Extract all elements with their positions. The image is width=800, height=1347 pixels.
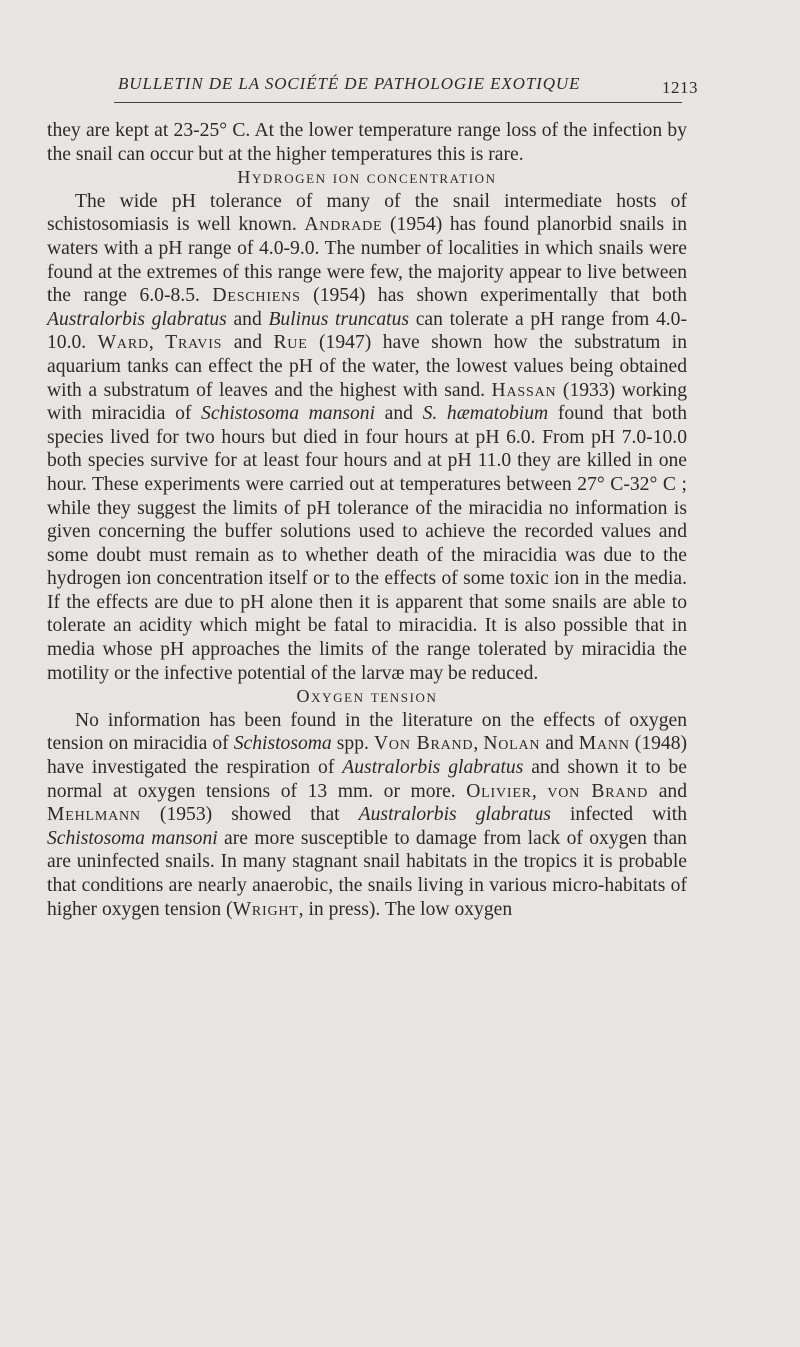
author-citation: Ward [97, 332, 149, 354]
species-name: Schistosoma [233, 733, 332, 755]
author-citation: Hassan [491, 379, 557, 401]
author-citation: Travis [165, 332, 223, 354]
author-citation: Mann [578, 733, 630, 755]
continuation-paragraph: they are kept at 23-25° C. At the lower temperature range loss of the infection by the snail can occur but at the higher temperatures this is rare. [47, 120, 687, 165]
section-heading-oxygen: Oxygen tension [296, 686, 438, 707]
species-name: Australorbis glabratus [358, 804, 551, 826]
species-name: S. hæmatobium [422, 403, 549, 425]
species-name: Schistosoma mansoni [201, 403, 376, 425]
journal-title: BULLETIN DE LA SOCIÉTÉ DE PATHOLOGIE EXOTIQUE [118, 74, 581, 93]
author-citation: Deschiens [212, 285, 301, 307]
running-head [114, 74, 714, 104]
author-citation: Wright [232, 898, 299, 920]
hydrogen-paragraph: The wide pH tolerance of many of the snail intermediate hosts of schistosomiasis is well known. Andrade (1954) has found planorbid snails in waters with a pH range of 4.0-9.0. The number of localities in which snails were found at the extremes of this range were few, the majority appear to live between the range 6.0-8.5. Deschiens (1954) has shown experimentally that both Australorbis glabratus and Bulinus truncatus can tolerate a pH range from 4.0-10.0. Ward, Travis and Rue (1947) have shown how the substratum in aquarium tanks can effect the pH of the water, the lowest values being obtained with a substratum of leaves and the highest with sand. Hassan (1933) working with miracidia of Schistosoma mansoni and S. hæmatobium found that both species lived for two hours but died in four hours at pH 6.0. From pH 7.0-10.0 both species survive for at least four hours and at pH 11.0 they are killed in one hour. These experiments were carried out at temperatures between 27° C-32° C ; while they suggest the limits of pH tolerance of the miracidia no information is given concerning the buffer solutions used to achieve the recorded values and some doubt must remain as to whether death of the miracidia was due to the hydrogen ion concentration itself or to the effects of some toxic ion in the media. If the effects are due to pH alone then it is apparent that some snails are able to tolerate an acidity which might be fatal to miracidia. It is also possible that in media whose pH approaches the limits of the range tolerated by miracidia the motility or the infective potential of the larvæ may be reduced. [47, 190, 688, 684]
species-name: Bulinus truncatus [268, 308, 410, 330]
header-rule [114, 102, 682, 103]
species-name: Australorbis glabratus [342, 757, 524, 779]
author-citation: Mehlmann [47, 804, 141, 826]
page-number: 1213 [662, 78, 698, 97]
author-citation: Olivier [466, 780, 532, 802]
species-name: Schistosoma mansoni [47, 827, 218, 849]
author-citation: Andrade [304, 214, 383, 236]
oxygen-paragraph: No information has been found in the literature on the effects of oxygen tension on miracidia of Schistosoma spp. Von Brand, Nolan and Mann (1948) have investigated the respiration of Australorbis glabratus and shown it to be normal at oxygen tensions of 13 mm. or more. Olivier, von Brand and Mehlmann (1953) showed that Australorbis glabratus infected with Schistosoma mansoni are more susceptible to damage from lack of oxygen than are uninfected snails. In many stagnant snail habitats in the tropics it is probable that conditions are nearly anaerobic, the snails living in various micro-habitats of higher oxygen tension (Wright, in press). The low oxygen [47, 709, 688, 920]
author-citation: Von Brand [373, 733, 474, 755]
section-heading-hydrogen: Hydrogen ion concentration [237, 167, 497, 188]
author-citation: Rue [273, 332, 308, 354]
species-name: Australorbis glabratus [47, 308, 227, 330]
article-body [47, 119, 687, 921]
author-citation: Nolan [483, 733, 541, 755]
author-citation: von Brand [547, 780, 649, 802]
